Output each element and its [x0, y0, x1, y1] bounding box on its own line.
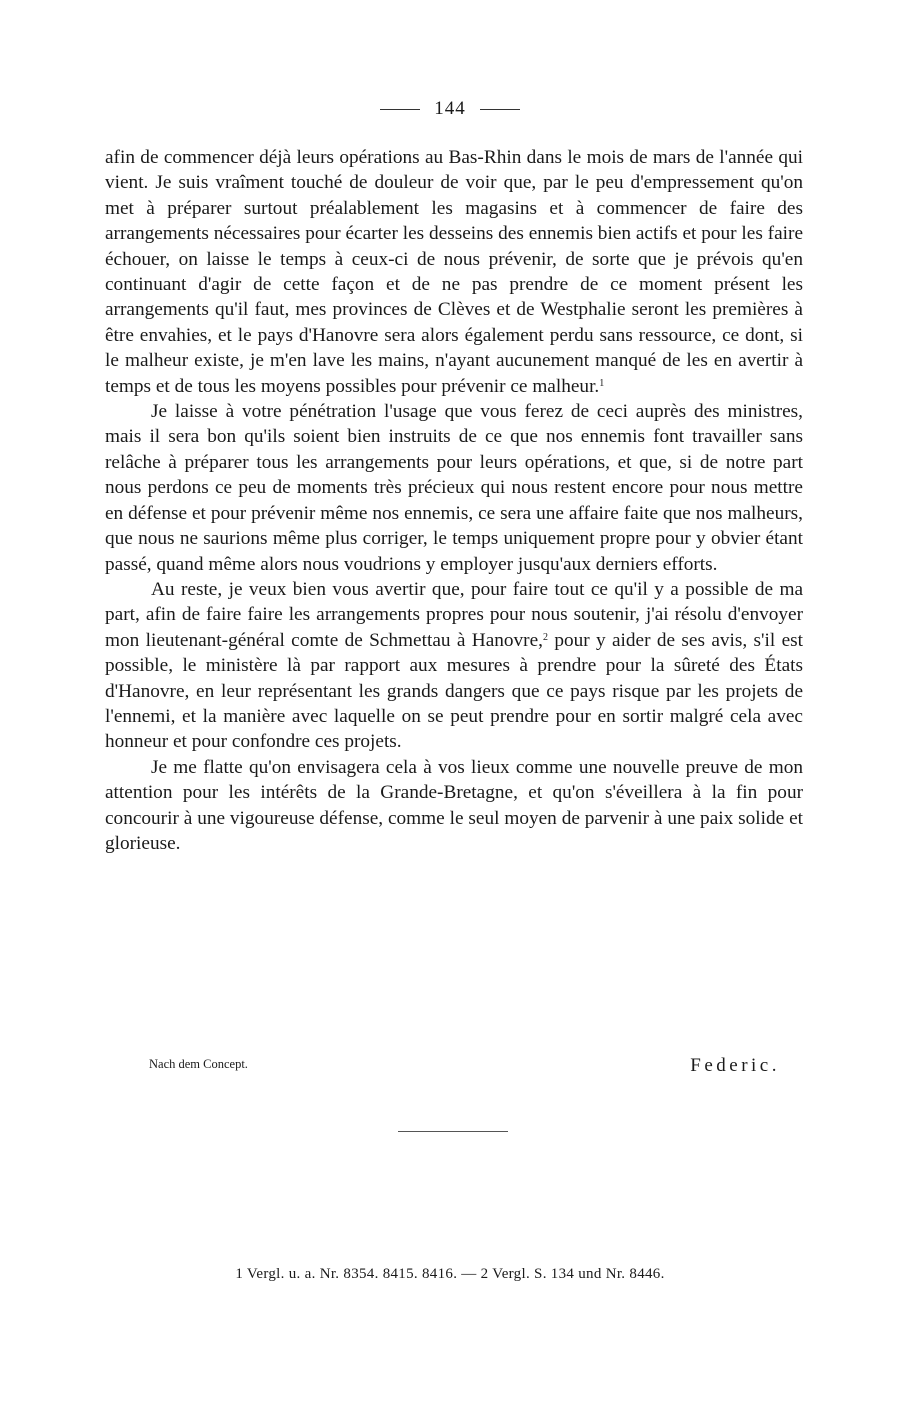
letter-body	[105, 145, 803, 856]
page-header	[0, 98, 900, 120]
paragraph-1	[105, 145, 803, 399]
paragraph-3-text-b: pour y aider de ses avis, s'il est possible, le ministère là par rapport aux mesures à prendre pour la sûreté des États d'Hanovre, en leur représentant les grands dangers que ce pays risque par les projets de l'ennemi, et la manière avec laquelle on se peut prendre pour en sortir malgré cela avec honneur et pour confondre ces projets.	[105, 629, 803, 753]
footnote-mark-2: 2	[542, 631, 548, 643]
paragraph-3-text-a: Au reste, je veux bien vous avertir que, pour faire tout ce qu'il y a possible de ma part, afin de faire faire les arrangements propres pour nous soutenir, j'ai résolu d'envoyer mon lieutenant-général comte de Schmettau à Hanovre,	[105, 578, 803, 651]
closing-row	[105, 1055, 780, 1085]
source-note: Nach dem Concept.	[149, 1057, 248, 1071]
section-separator	[398, 1131, 508, 1132]
header-dash-left	[380, 109, 420, 110]
header-dash-right	[480, 109, 520, 110]
paragraph-3	[105, 577, 803, 755]
signature: Federic.	[690, 1055, 780, 1076]
footnotes: 1 Vergl. u. a. Nr. 8354. 8415. 8416. — 2 Vergl. S. 134 und Nr. 8446.	[235, 1266, 665, 1282]
paragraph-2: Je laisse à votre pénétration l'usage que vous ferez de ceci auprès des ministres, mais il sera bon qu'ils soient bien instruits de ce que nos ennemis font travailler sans relâche à préparer tous les arrangements pour leurs opérations, et que, si de notre part nous perdons ce peu de moments très précieux qui nous restent encore pour nous mettre en défense et pour prévenir même nos ennemis, ce sera une affaire faite que nos malheurs, que nous ne saurions même plus corriger, le temps uniquement propre pour y obvier étant passé, quand même alors nous voudrions y employer jusqu'aux derniers efforts.	[105, 401, 803, 575]
footnote-mark-1: 1	[599, 377, 605, 389]
paragraph-1-text: afin de commencer déjà leurs opérations au Bas-Rhin dans le mois de mars de l'année qui vient. Je suis vraîment touché de douleur de voir que, par le peu d'empressement qu'on met à préparer surtout préalablement les magasins et à commencer de faire des arrangements nécessaires pour écarter les desseins des ennemis bien actifs et pour les faire échouer, on laisse le temps à ceux-ci de nous prévenir, de sorte que je prévois qu'en continuant d'agir de cette façon et de ne pas prendre de ce moment présent les arrangements qu'il faut, mes provinces de Clèves et de Westphalie seront les premières à être envahies, et le pays d'Hanovre sera alors également perdu sans ressource, ce dont, si le malheur existe, je m'en lave les mains, n'ayant aucunement manqué de les en avertir à temps et de tous les moyens possibles pour prévenir ce malheur.	[105, 147, 803, 397]
page-number: 144	[434, 98, 466, 119]
paragraph-4: Je me flatte qu'on envisagera cela à vos lieux comme une nouvelle preuve de mon attention pour les intérêts de la Grande-Bretagne, et qu'on s'éveillera à la fin pour concourir à une vigoureuse défense, comme le seul moyen de parvenir à une paix solide et glorieuse.	[105, 756, 803, 854]
